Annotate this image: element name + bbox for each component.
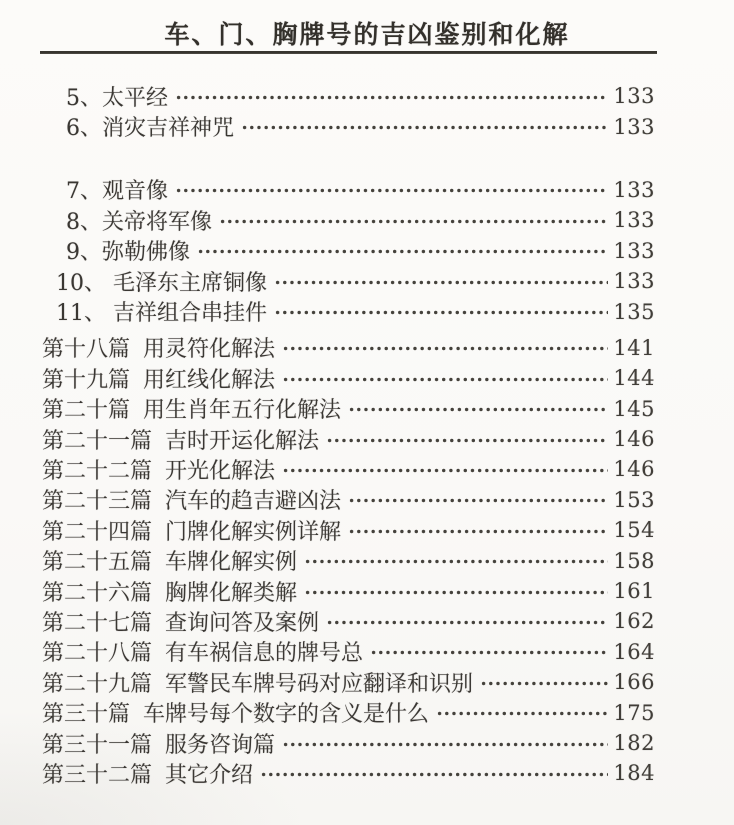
toc-entry-label: 6、消灾吉祥神咒 [66,116,234,142]
toc-entry-label: 车牌化解实例 [165,550,298,576]
toc-entry [42,637,655,667]
toc-entry-label: 用生肖年五行化解法 [143,398,342,424]
toc-entry [42,545,655,575]
dot-leader [304,559,608,564]
toc-group-numbered-2 [42,175,655,327]
toc-entry [42,205,655,235]
toc-entry-chapter: 第二十篇 [42,398,131,424]
toc-entry-label: 其它介绍 [165,762,254,788]
toc-entry-chapter: 第二十二篇 [42,459,153,484]
toc-entry [42,454,655,484]
dot-leader [260,772,608,777]
toc-entry-label: 7、观音像 [66,179,168,205]
dot-leader [274,280,608,285]
toc-entry-label: 查询问答及案例 [165,610,320,636]
toc-entry-label: 汽车的趋吉避凶法 [165,489,342,515]
toc-entry-label: 9、弥勒佛像 [66,240,190,266]
toc-entry-page-number: 158 [613,548,655,573]
toc-entry-page-number: 133 [613,208,655,233]
toc-entry [42,394,655,424]
toc-entry-page-number: 146 [613,427,655,452]
dot-leader [282,742,608,747]
toc-entry-chapter: 第三十篇 [42,702,131,728]
toc-entry-chapter: 第二十一篇 [42,428,153,454]
toc-entry [42,333,655,363]
toc-entry-label: 门牌化解实例详解 [165,519,342,545]
toc-entry-page-number: 184 [613,761,655,786]
toc-entry-label: 服务咨询篇 [165,732,276,758]
toc-entry-label: 车牌号每个数字的含义是什么 [143,702,430,728]
toc-entry-page-number: 133 [613,114,655,139]
toc-entry [42,485,655,515]
dot-leader [480,681,608,686]
toc-entry-page-number: 133 [613,238,655,263]
toc-entry [42,758,655,788]
toc-entry [42,728,655,758]
toc-entry-label: 有车祸信息的牌号总 [165,641,364,667]
toc-entry-page-number: 133 [613,269,655,294]
toc-entry-page-number: 166 [613,670,655,695]
toc-entry-page-number: 133 [613,84,655,109]
dot-leader [326,438,608,443]
dot-leader [175,95,608,100]
toc-entry [42,515,655,545]
dot-leader [282,377,608,382]
toc-group-numbered-1 [42,81,655,142]
toc-entry [42,296,655,326]
toc-entry-label: 开光化解法 [165,459,276,484]
toc-entry-label: 用灵符化解法 [143,337,276,363]
toc-entry-chapter: 第二十三篇 [42,489,153,515]
toc-entry [42,111,655,141]
toc-entry-label: 军警民车牌号码对应翻译和识别 [165,671,474,697]
dot-leader [282,346,608,351]
toc-entry-label: 用红线化解法 [143,367,276,393]
dot-leader [304,590,608,595]
toc-entry [42,81,655,111]
toc-entry-chapter: 第二十四篇 [42,519,153,545]
toc-entry [42,424,655,454]
toc-entry-label: 11、 吉祥组合串挂件 [56,301,267,327]
dot-leader [241,125,608,130]
dot-leader [274,310,608,315]
toc-entry [42,606,655,636]
header-rule [40,51,657,54]
toc-entry-chapter: 第十八篇 [42,337,131,363]
toc-entry-chapter: 第二十九篇 [42,671,153,697]
toc-entry [42,236,655,266]
toc-entry-chapter: 第三十一篇 [42,732,153,758]
toc-entry-label: 10、 毛泽东主席铜像 [56,270,267,296]
toc-entry-chapter: 第二十五篇 [42,550,153,576]
toc-entry [42,266,655,296]
toc-entry-page-number: 162 [613,609,655,634]
toc-entry-page-number: 164 [613,639,655,664]
toc-entry-page-number: 135 [613,299,655,324]
toc-entry-page-number: 133 [613,177,655,202]
dot-leader [370,650,608,655]
toc-entry [42,576,655,606]
toc-entry-chapter: 第二十六篇 [42,580,153,606]
toc-entry [42,363,655,393]
dot-leader [175,188,608,193]
toc-entry-chapter: 第三十二篇 [42,762,153,788]
toc-entry-chapter: 第二十八篇 [42,641,153,667]
dot-leader [348,498,608,503]
toc-entry-page-number: 182 [613,731,655,755]
toc-entry-page-number: 144 [613,366,655,391]
toc-entry-page-number: 141 [613,335,655,360]
toc-entry-label: 8、关帝将军像 [66,209,212,235]
toc-entry-page-number: 153 [613,487,655,512]
dot-leader [219,219,608,224]
toc-entry-page-number: 175 [613,700,655,725]
dot-leader [436,711,608,716]
toc-entry-label: 5、太平经 [66,85,168,111]
toc-entry [42,175,655,205]
toc-list [42,81,655,789]
toc-entry-page-number: 146 [613,457,655,482]
toc-entry-page-number: 154 [613,518,655,543]
toc-entry-page-number: 145 [613,396,655,421]
toc-entry [42,697,655,727]
toc-entry-chapter: 第十九篇 [42,367,131,393]
dot-leader [348,529,608,534]
dot-leader [348,407,608,412]
toc-entry-label: 吉时开运化解法 [165,428,320,454]
toc-entry-chapter: 第二十七篇 [42,610,153,636]
toc-group-chapters [42,333,655,789]
toc-entry-page-number: 161 [613,579,655,604]
toc-entry [42,667,655,697]
toc-entry-label: 胸牌化解类解 [165,580,298,606]
page-title: 车、门、胸牌号的吉凶鉴别和化解 [164,20,570,49]
dot-leader [197,249,608,254]
dot-leader [282,468,608,473]
dot-leader [326,620,608,625]
